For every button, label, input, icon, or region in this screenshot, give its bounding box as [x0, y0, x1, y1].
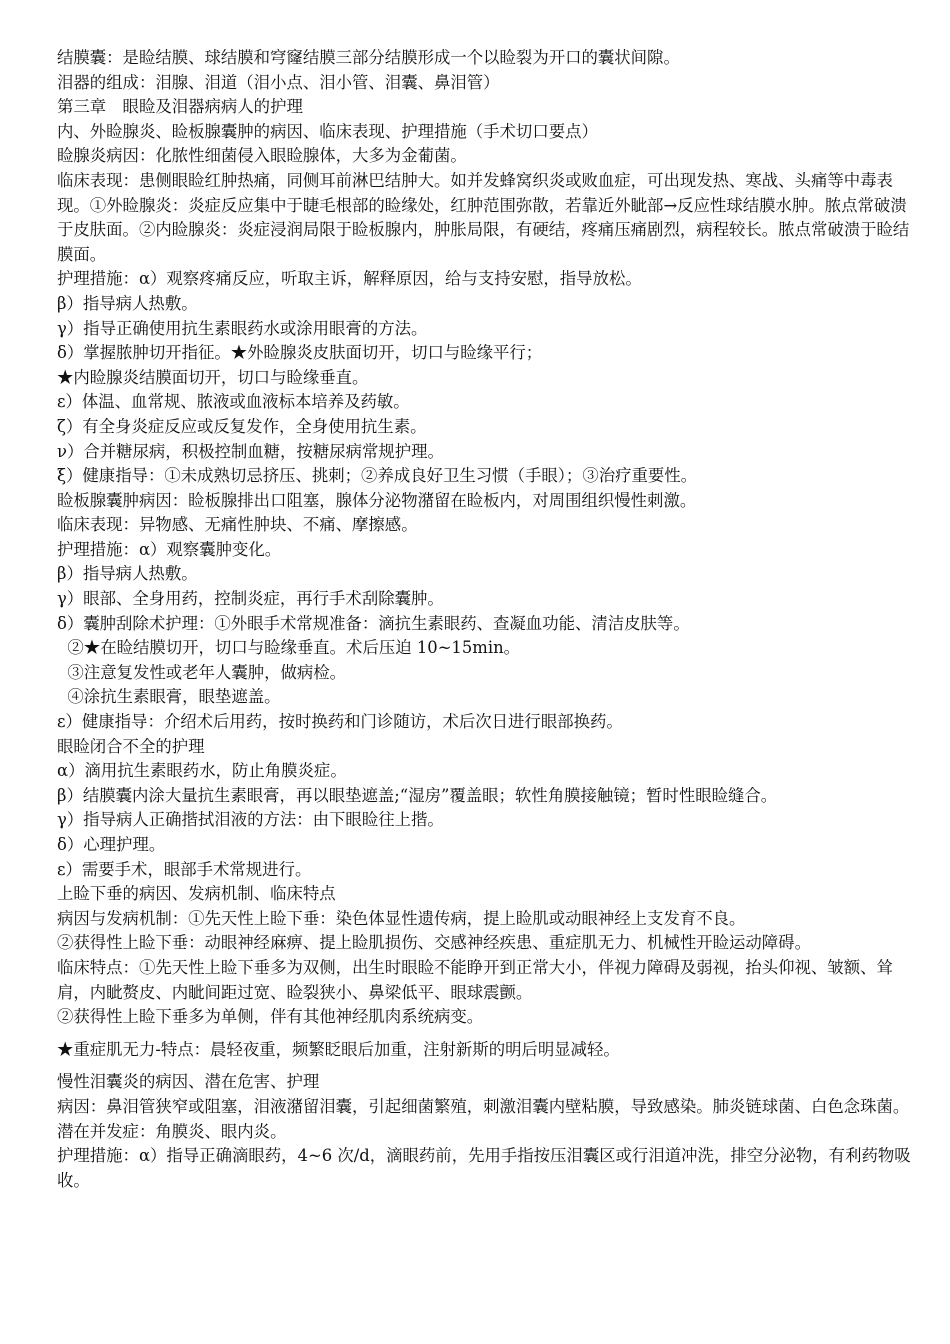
- list-subitem: ②★在睑结膜切开，切口与睑缘垂直。术后压迫 10~15min。: [57, 638, 521, 658]
- text-line: 护理措施：α）观察疼痛反应，听取主诉，解释原因，给与支持安慰，指导放松。: [57, 269, 642, 289]
- list-item: ε）体温、血常规、脓液或血液标本培养及药敏。: [57, 392, 410, 412]
- spacer: [57, 1030, 917, 1038]
- list-item: δ）心理护理。: [57, 835, 166, 854]
- list-item: ε）健康指导：介绍术后用药，按时换药和门诊随访，术后次日进行眼部换药。: [57, 712, 623, 732]
- text-paragraph: 临床特点：①先天性上睑下垂多为双侧，出生时眼睑不能睁开到正常大小，伴视力障碍及弱视，抬头仰视、皱额、耸肩，内眦赘皮、内眦间距过宽、睑裂狭小、鼻梁低平、眼球震颤。: [57, 957, 893, 1002]
- section-heading: 上睑下垂的病因、发病机制、临床特点: [57, 884, 336, 904]
- list-subitem: ③注意复发性或老年人囊肿，做病检。: [57, 662, 347, 682]
- text-line: 睑腺炎病因：化脓性细菌侵入眼睑腺体，大多为金葡菌。: [57, 146, 467, 166]
- text-paragraph: 病因：鼻泪管狭窄或阻塞，泪液潴留泪囊，引起细菌繁殖，刺激泪囊内壁粘膜，导致感染。肺炎链球菌、白色念珠菌。: [57, 1096, 910, 1116]
- document-page: [57, 46, 917, 1193]
- list-item: δ）掌握脓肿切开指征。★外睑腺炎皮肤面切开，切口与睑缘平行；: [57, 343, 543, 363]
- text-paragraph: 护理措施：α）指导正确滴眼药，4~6 次/d，滴眼药前，先用手指按压泪囊区或行泪道冲洗，排空分泌物，有利药物吸收。: [57, 1146, 911, 1190]
- text-line: 结膜囊：是睑结膜、球结膜和穹窿结膜三部分结膜形成一个以睑裂为开口的囊状间隙。: [57, 48, 680, 67]
- text-line: 临床表现：异物感、无痛性肿块、不痛、摩擦感。: [57, 515, 418, 535]
- list-item: ε）需要手术，眼部手术常规进行。: [57, 859, 312, 879]
- list-subitem: ④涂抗生素眼膏，眼垫遮盖。: [57, 687, 281, 707]
- spacer: [57, 1062, 917, 1070]
- text-line: 病因与发病机制：①先天性上睑下垂：染色体显性遗传病，提上睑肌或动眼神经上支发育不良。: [57, 908, 746, 928]
- text-line: 泪器的组成：泪腺、泪道（泪小点、泪小管、泪囊、鼻泪管）: [57, 72, 500, 92]
- chapter-heading: 第三章 眼睑及泪器病病人的护理: [57, 97, 303, 117]
- text-paragraph: 临床表现：患侧眼睑红肿热痛，同侧耳前淋巴结肿大。如并发蜂窝织炎或败血症，可出现发热、寒战、头痛等中毒表现。①外睑腺炎：炎症反应集中于睫毛根部的睑缘处，红肿范围弥散，若靠近外眦部→反应性球结膜水肿。脓点常破溃于皮肤面。②内睑腺炎：炎症浸润局限于睑板腺内，肿胀局限，有硬结，疼痛压痛剧烈，病程较长。脓点常破溃于睑结膜面。: [57, 170, 910, 264]
- text-line: ②获得性上睑下垂多为单侧，伴有其他神经肌肉系统病变。: [57, 1007, 484, 1027]
- list-item: δ）囊肿刮除术护理：①外眼手术常规准备：滴抗生素眼药、查凝血功能、清洁皮肤等。: [57, 613, 690, 633]
- list-item: β）指导病人热敷。: [57, 564, 198, 584]
- list-item: γ）指导正确使用抗生素眼药水或涂用眼膏的方法。: [57, 318, 428, 338]
- section-heading: 眼睑闭合不全的护理: [57, 736, 205, 756]
- text-line: ★内睑腺炎结膜面切开，切口与睑缘垂直。: [57, 367, 369, 387]
- list-item: β）指导病人热敷。: [57, 293, 198, 313]
- section-heading: 慢性泪囊炎的病因、潜在危害、护理: [57, 1072, 320, 1092]
- list-item: γ）眼部、全身用药，控制炎症，再行手术刮除囊肿。: [57, 589, 444, 609]
- text-line: 护理措施：α）观察囊肿变化。: [57, 539, 282, 559]
- text-line: 睑板腺囊肿病因：睑板腺排出口阻塞，腺体分泌物潴留在睑板内，对周围组织慢性刺激。: [57, 490, 697, 510]
- text-paragraph: ②获得性上睑下垂：动眼神经麻痹、提上睑肌损伤、交感神经疾患、重症肌无力、机械性开睑运动障碍。: [57, 933, 811, 953]
- text-line: 潜在并发症：角膜炎、眼内炎。: [57, 1121, 287, 1141]
- list-item: ζ）有全身炎症反应或反复发作，全身使用抗生素。: [57, 416, 427, 436]
- section-heading: 内、外睑腺炎、睑板腺囊肿的病因、临床表现、护理措施（手术切口要点）: [57, 121, 598, 141]
- list-item: α）滴用抗生素眼药水，防止角膜炎症。: [57, 761, 347, 781]
- list-item: β）结膜囊内涂大量抗生素眼膏，再以眼垫遮盖;“湿房”覆盖眼；软性角膜接触镜；暂时性眼睑缝合。: [57, 785, 778, 805]
- list-item: ξ）健康指导：①未成熟切忌挤压、挑刺；②养成良好卫生习惯（手眼）；③治疗重要性。: [57, 466, 698, 486]
- list-item: γ）指导病人正确揩拭泪液的方法：由下眼睑往上揩。: [57, 810, 444, 830]
- list-item: ν）合并糖尿病，积极控制血糖，按糖尿病常规护理。: [57, 441, 444, 461]
- key-point: ★重症肌无力-特点：晨轻夜重，频繁眨眼后加重，注射新斯的明后明显减轻。: [57, 1039, 620, 1059]
